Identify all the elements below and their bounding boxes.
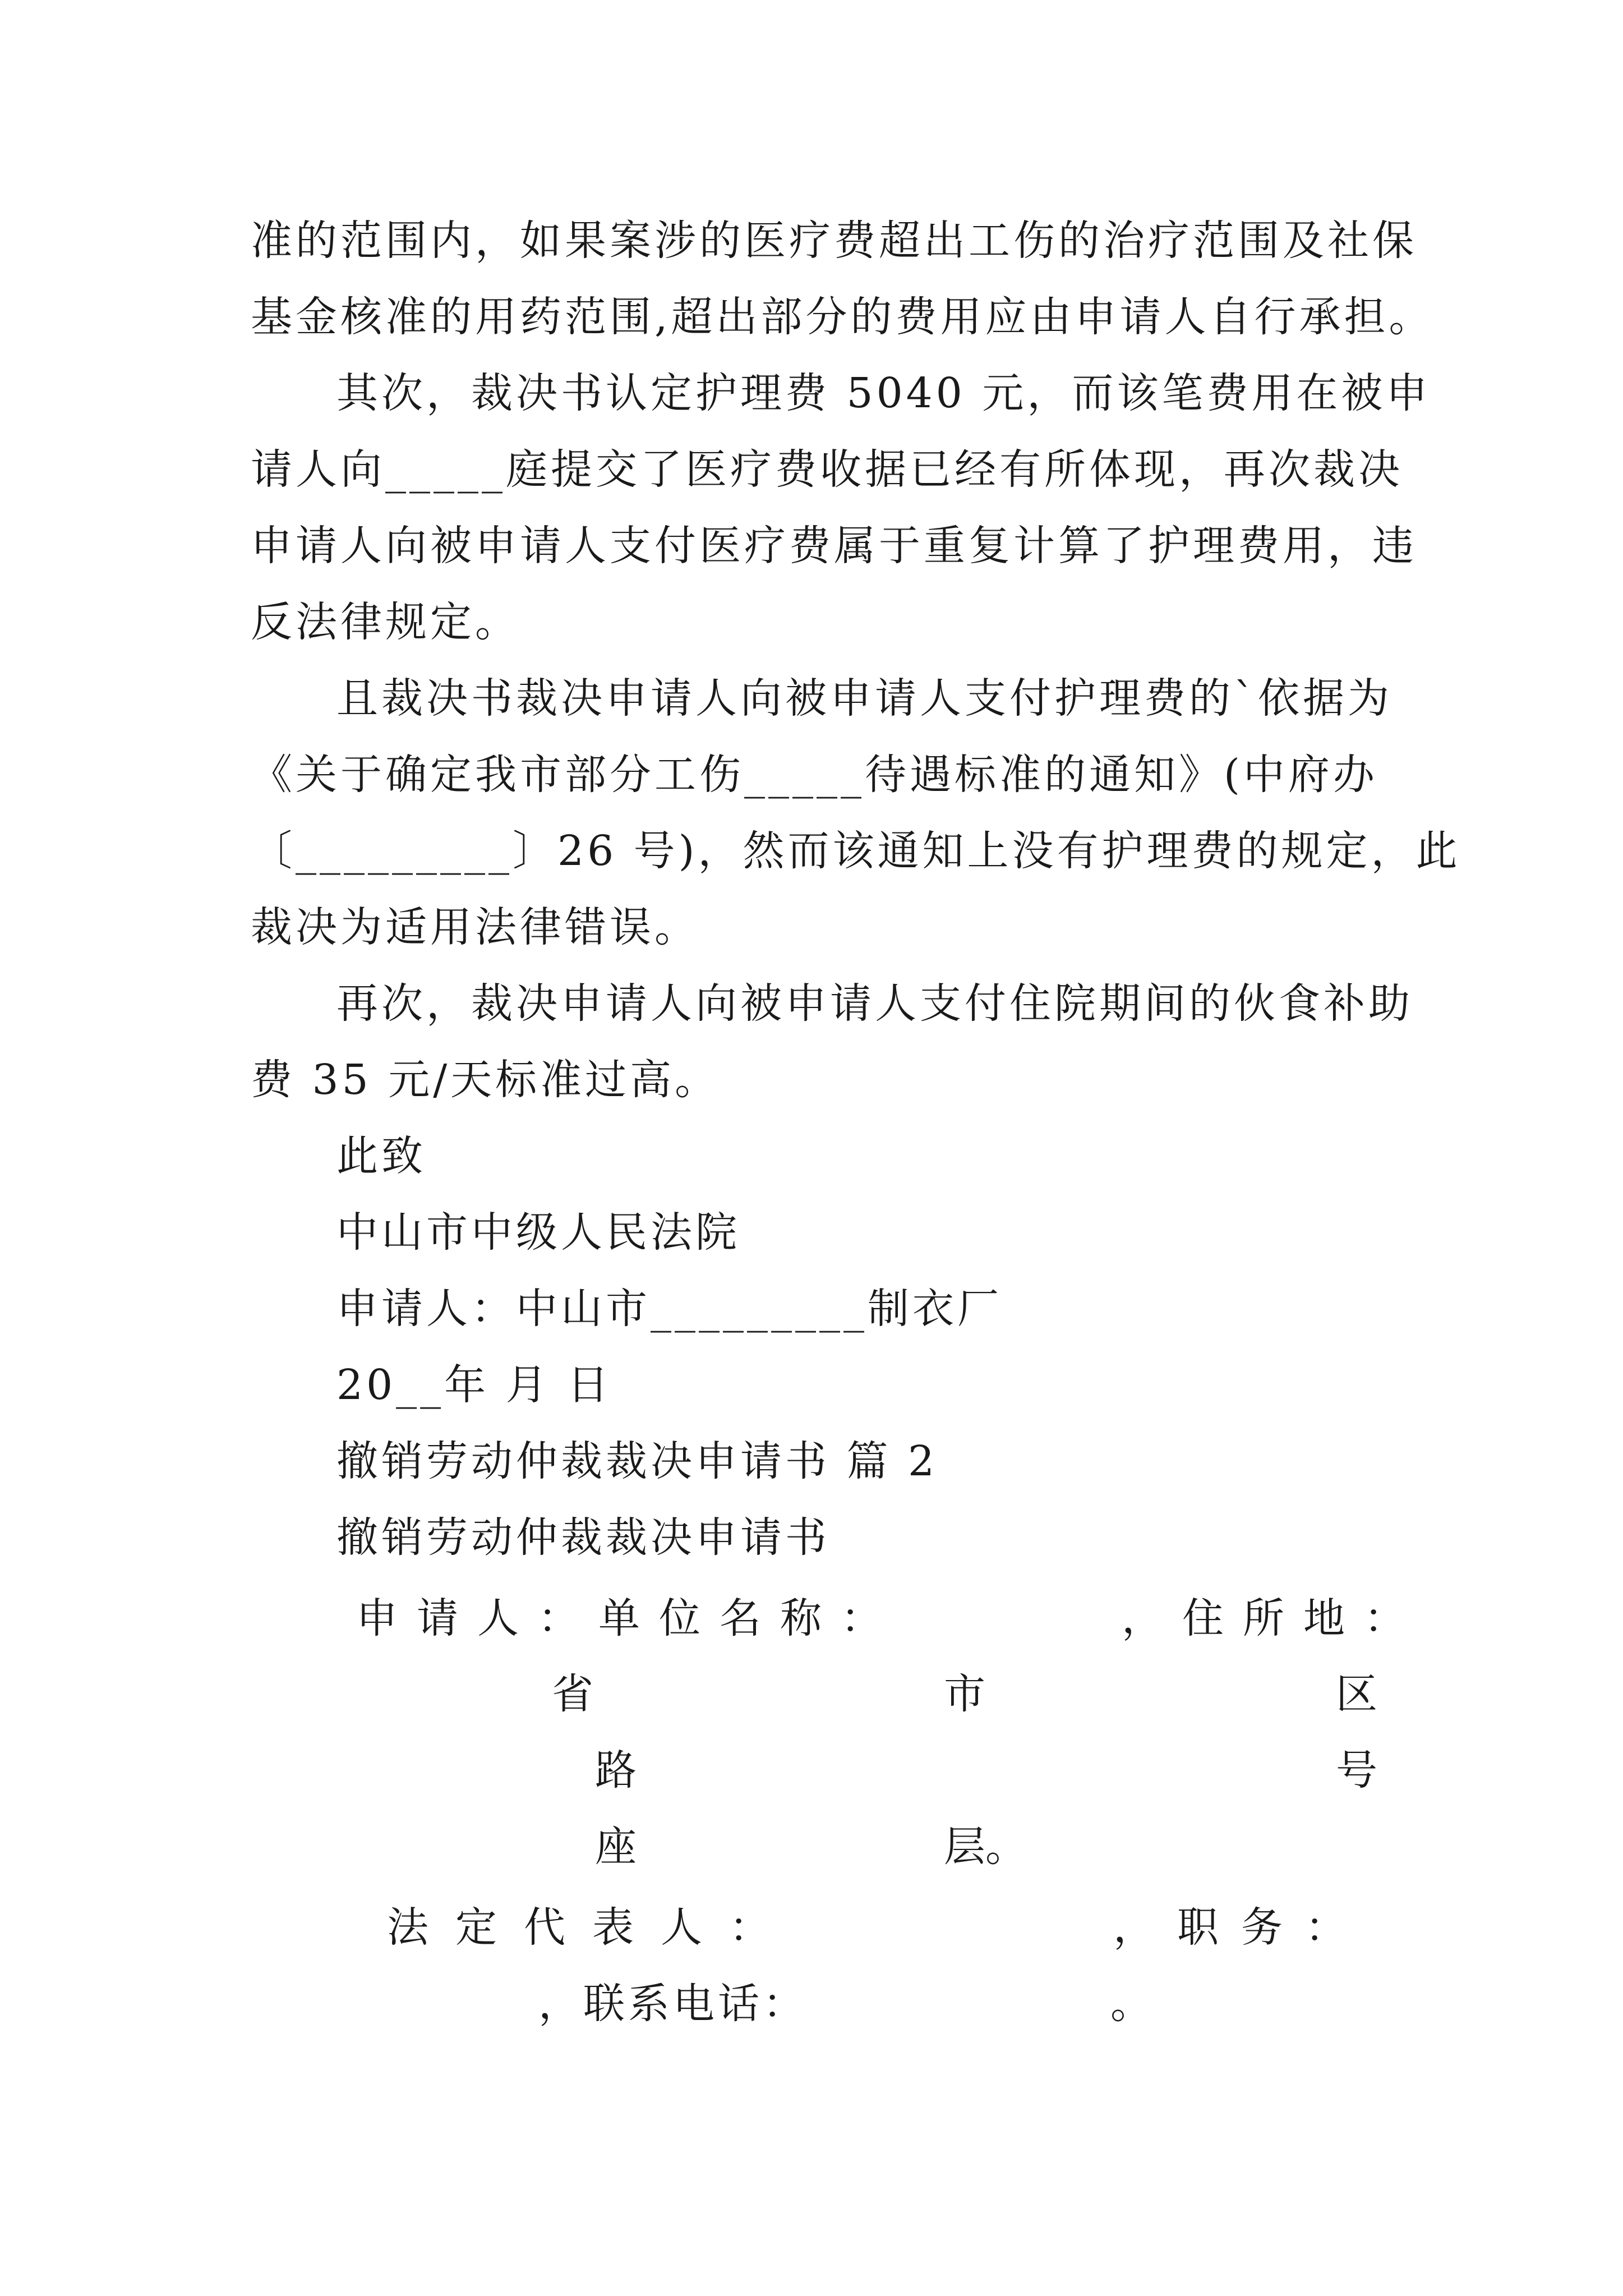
- floor-label: 层。: [944, 1823, 1027, 1871]
- paragraph-line: 反法律规定。: [251, 598, 520, 646]
- paragraph-line: 再次，裁决申请人向被申请人支付住院期间的伙食补助: [336, 979, 1413, 1028]
- paragraph-line: 《关于确定我市部分工伤_____待遇标准的通知》(中府办: [251, 751, 1378, 799]
- paragraph-line: 基金核准的用药范围,超出部分的费用应由申请人自行承担。: [251, 293, 1434, 341]
- applicant-label: 申请人：单位名称：: [356, 1594, 901, 1642]
- section-heading: 撤销劳动仲裁裁决申请书 篇 2: [336, 1437, 938, 1485]
- paragraph-line: 费 35 元/天标准过高。: [251, 1056, 720, 1104]
- paragraph-line: 准的范围内，如果案涉的医疗费超出工伤的治疗范围及社保: [251, 217, 1417, 265]
- district-label: 区: [1336, 1670, 1377, 1718]
- phone-label: ，联系电话：: [538, 1980, 808, 2028]
- paragraph-line: 申请人向被申请人支付医疗费属于重复计算了护理费用，违: [251, 522, 1417, 570]
- city-label: 市: [944, 1670, 985, 1718]
- paragraph-line: 裁决为适用法律错误。: [251, 903, 699, 951]
- position-label: ，职务：: [1113, 1903, 1369, 1952]
- road-label: 路: [595, 1746, 637, 1795]
- applicant-signature: 申请人：中山市_________制衣厂: [336, 1285, 1002, 1333]
- recipient-court: 中山市中级人民法院: [336, 1208, 740, 1257]
- paragraph-line: 且裁决书裁决申请人向被申请人支付护理费的`依据为: [336, 674, 1393, 723]
- number-label: 号: [1336, 1746, 1377, 1795]
- end-mark: 。: [1110, 1980, 1152, 2028]
- building-label: 座: [595, 1823, 637, 1871]
- paragraph-line: 请人向_____庭提交了医疗费收据已经有所体现，再次裁决: [251, 445, 1403, 494]
- salutation: 此致: [336, 1132, 426, 1180]
- date-line: 20__年 月 日: [336, 1361, 612, 1409]
- document-title: 撤销劳动仲裁裁决申请书: [336, 1513, 830, 1562]
- paragraph-line: 其次，裁决书认定护理费 5040 元，而该笔费用在被申: [336, 369, 1431, 417]
- province-label: 省: [552, 1670, 593, 1718]
- address-label: ，住所地：: [1122, 1594, 1424, 1642]
- legal-rep-label: 法定代表人：: [387, 1903, 797, 1952]
- paragraph-line: 〔_________〕26 号)，然而该通知上没有护理费的规定，此: [251, 827, 1461, 875]
